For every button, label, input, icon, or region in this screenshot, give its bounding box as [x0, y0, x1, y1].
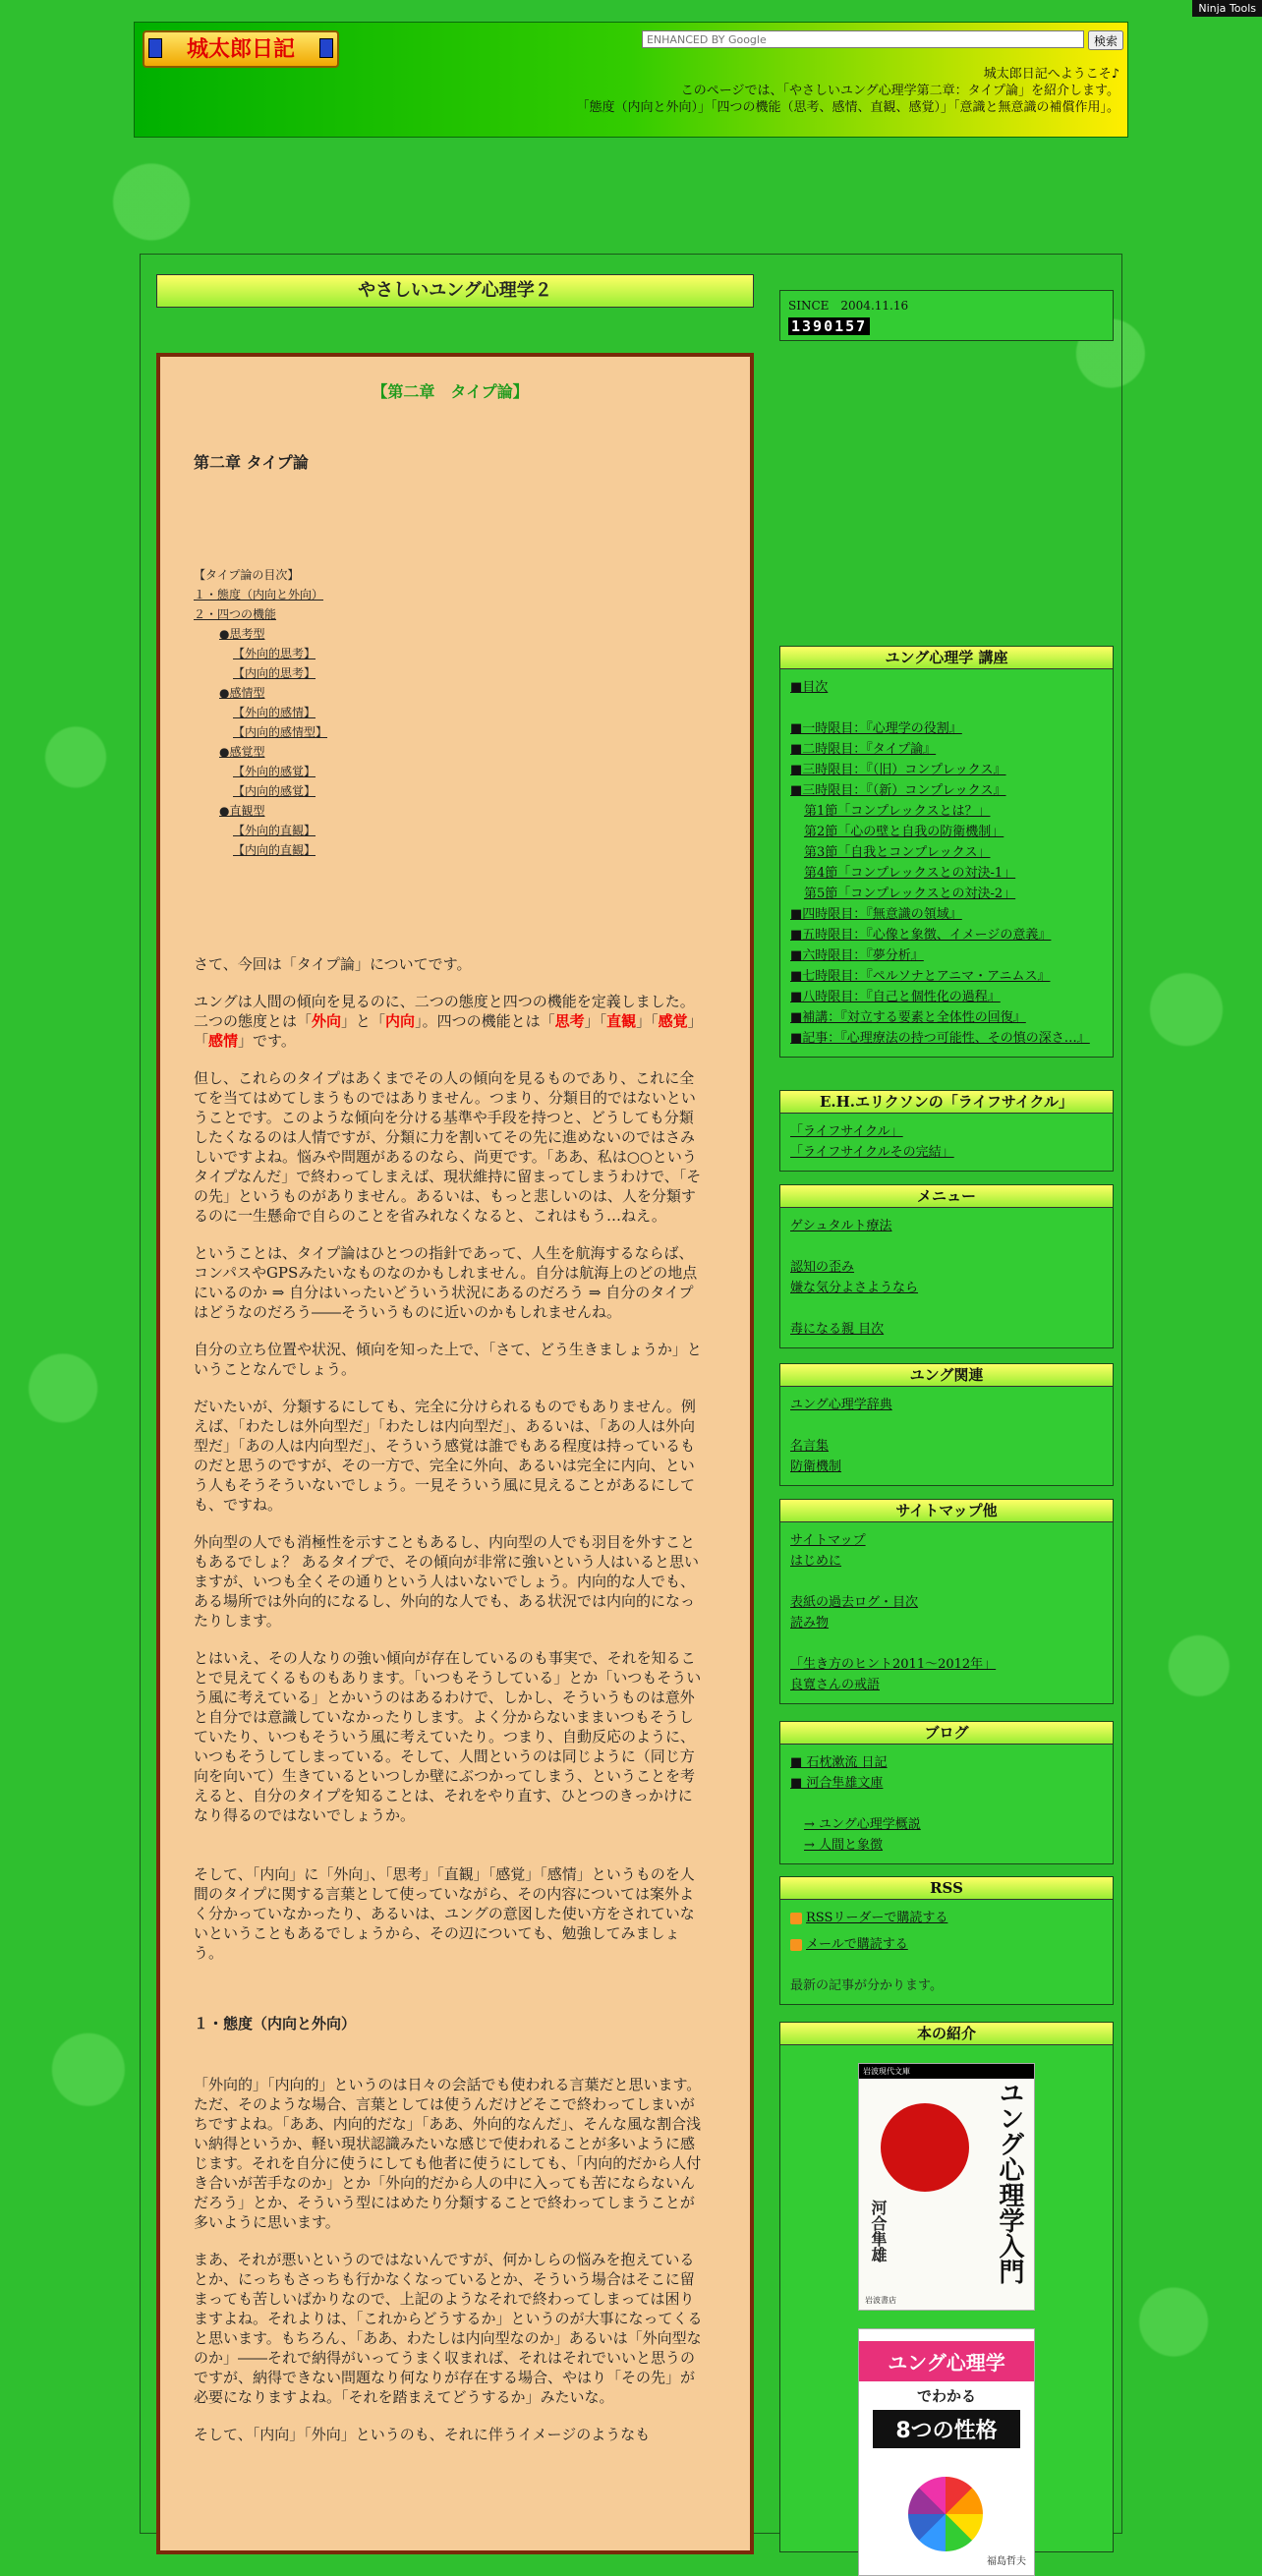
visitor-counter: 1390157 [788, 317, 870, 335]
sitemap-link[interactable]: サイトマップ [790, 1533, 866, 1548]
jung-course-link[interactable]: ■五時限目：『心像と象徴、イメージの意義』 [790, 928, 1052, 943]
rss-icon [790, 1939, 802, 1951]
toc-item[interactable] [194, 840, 707, 860]
erikson-link[interactable]: 「ライフサイクル」 [790, 1124, 903, 1139]
sitemap-item[interactable] [790, 1530, 1103, 1551]
jung-course-title: ユング心理学 講座 [780, 647, 1113, 669]
jung-course-link[interactable]: ■三時限目：『（新）コンプレックス』 [790, 783, 1006, 798]
jung-course-item[interactable] [790, 966, 1103, 987]
toc-link[interactable]: ２・四つの機能 [194, 607, 277, 621]
jung-related-link[interactable]: 防衛機制 [790, 1460, 842, 1474]
erikson-title: E.H.エリクソンの「ライフサイクル」 [780, 1091, 1113, 1114]
jung-course-item[interactable] [790, 945, 1103, 966]
rss-icon [790, 1913, 802, 1924]
sitemap-link[interactable]: 読み物 [790, 1616, 830, 1631]
blog-link[interactable]: → 人間と象徴 [804, 1838, 884, 1853]
blog-link[interactable]: → ユング心理学概説 [804, 1817, 921, 1832]
sitemap-item[interactable] [790, 1654, 1103, 1675]
jung-course-item[interactable] [790, 677, 1103, 698]
search-input[interactable] [642, 30, 1084, 48]
ninja-tools-badge[interactable]: Ninja Tools [1192, 0, 1262, 17]
site-logo[interactable] [143, 30, 339, 68]
paragraph: とはいえ、その人なりの強い傾向が存在しているのも事実で、それを知ることで見えてくるものもあります。「いつもそうしている」とか「いつもそういう風に考えている」とかいうのはあるわけで、しかし、そういうものは意外と自分では意識していなかったりします。よく分からないままいつもそうしていたり、いつもそういう風に考えていたり。つまり、自動反応のように、いつもそうしてしまっている。そして、人間というのは同じように（同じ方向を向いて）生きているといつしか壁にぶつかってしまう、ということを考えると、自分のタイプを知ることは、それをやり直す、ひとつのきっかけになり得るのではないでしょうか。 [194, 1649, 702, 1824]
jung-related-box [779, 1363, 1114, 1486]
toc-link[interactable]: 【内向的感情型】 [233, 725, 328, 739]
erikson-list [780, 1114, 1113, 1171]
erikson-box [779, 1090, 1114, 1172]
jung-course-item[interactable] [790, 904, 1103, 925]
header-message [576, 66, 1119, 116]
toc-item[interactable] [194, 821, 707, 840]
jung-course-link[interactable]: 第3節「自我とコンプレックス」 [804, 845, 991, 860]
rss-note: 最新の記事が分かります。 [790, 1978, 943, 1993]
table-of-contents [194, 565, 707, 860]
book-author: 河合隼雄 [869, 2200, 888, 2262]
jung-related-link[interactable]: ユング心理学辞典 [790, 1398, 892, 1412]
sitemap-item[interactable] [790, 1592, 1103, 1613]
jung-course-link[interactable]: ■補講：『対立する要素と全体性の回復』 [790, 1010, 1026, 1025]
paragraph: そして、「内向」「外向」というのも、それに伴うイメージのようなも [194, 2426, 651, 2443]
toc-item [194, 565, 707, 585]
jung-course-item[interactable] [790, 1007, 1103, 1028]
jung-course-link[interactable]: ■四時限目：『無意識の領域』 [790, 907, 962, 922]
toc-link[interactable]: ●直観型 [219, 804, 265, 818]
toc-link[interactable]: ●感覚型 [219, 745, 265, 759]
menu-item[interactable] [790, 1216, 1103, 1236]
term-feeling: 感情 [208, 1032, 239, 1050]
toc-item[interactable] [194, 604, 707, 624]
page-title: やさしいユング心理学２ [156, 274, 754, 308]
jung-related-item[interactable] [790, 1395, 1103, 1415]
paragraph: 但し、これらのタイプはあくまでその人の傾向を見るものであり、これに全てを当てはめてしまうものではありません。つまり、分類目的ではないということです。このような傾向を分ける基準や手段を持つと、どうしても分類したくなるのは人情ですが、分類に力を割いてその先に進めないのではさみしいですよね。悩みや問題があるのなら、尚更です。「ああ、私は○○というタイプなんだ」で終わってしまえば、現状維持に留まってしまうわけで、「その先」というものがありません。あるいは、もっと悲しいのは、人を分類するのに一生懸命で自らのことを省みれなくなると、これはもう…ねえ。 [194, 1069, 702, 1225]
book-subtitle: でわかる [916, 2387, 976, 2405]
toc-item[interactable] [194, 683, 707, 703]
jung-course-item[interactable] [790, 842, 1103, 863]
paragraph: そして、「内向」に「外向」、「思考」「直観」「感覚」「感情」というものを人間のタイプに関する言葉として使っていながら、その内容については案外よく分かっていなかったり、あるいは、ユングの意図した使い方をされていないということもあるでしょうから、その辺についても、勉強してみましょう。 [194, 1865, 695, 1962]
rss-list [780, 1900, 1113, 2004]
paragraph: だいたいが、分類するにしても、完全に分けられるものでもありません。例えば、「わたしは外向型だ」「わたしは内向型だ」、あるいは、「あの人は外向型だ」「あの人は内向型だ」、そういう感覚は誰でもある程度は持っているものだと思うのですが、その一方で、完全に外向、あるいは完全に内向、という人もそうそういないでしょう。一見そういう風に見えることがあるにしても、ですね。 [194, 1398, 696, 1514]
blog-title: ブログ [780, 1722, 1113, 1745]
book-title: ユング心理学入門 [995, 2080, 1024, 2284]
paragraph: 外向型の人でも消極性を示すこともあるし、内向型の人でも羽目を外すこともあるでしょ？ あるタイプで、その傾向が非常に強いという人はいると思いますが、いつも全くその通りという人はいないでしょう。内向的な人でも、ある場所では外向的になるし、外向的な人でも、ある状況では内向的になったりします。 [194, 1533, 700, 1630]
sitemap-list [780, 1522, 1113, 1703]
sitemap-box [779, 1499, 1114, 1704]
term-extravert: 外向 [312, 1012, 342, 1030]
jung-related-link[interactable]: 名言集 [790, 1439, 830, 1454]
toc-item[interactable] [194, 624, 707, 644]
flag-icon [148, 38, 162, 58]
book-cover-jung-intro[interactable] [858, 2063, 1035, 2311]
section-heading: １・態度（内向と外向） [194, 2015, 357, 2032]
books-box [779, 2022, 1114, 2567]
jung-course-item[interactable] [790, 760, 1103, 780]
jung-course-link[interactable]: ■六時限目：『夢分析』 [790, 948, 924, 963]
books-title: 本の紹介 [780, 2023, 1113, 2045]
jung-course-list [780, 669, 1113, 1057]
article [156, 353, 754, 2554]
sitemap-item[interactable] [790, 1675, 1103, 1695]
book-cover-8-types[interactable] [858, 2328, 1035, 2576]
menu-link[interactable]: ゲシュタルト療法 [790, 1219, 892, 1233]
sitemap-title: サイトマップ他 [780, 1500, 1113, 1522]
toc-item[interactable] [194, 781, 707, 801]
paragraph: 「外向的」「内向的」というのは日々の会話でも使われる言葉だと思います。ただ、そのような場合、言葉としては使うんだけどそこで終わってしまいがちですよね。「ああ、内向的だな」「ああ、外向的なんだ」、そんな風な割合浅い納得というか、軽い現状認識みたいな感じで使われることが多いように感じます。それを自分に使うにしても他者に使うにしても、「内向的だから人付き合いが苦手なのか」とか「外向的だから人の中に入っても苦にならないんだろう」とか、そういう型にはめたり分類することで終わってしまうことが多いように思います。 [194, 2076, 702, 2231]
book-author: 福島哲夫 [987, 2556, 1026, 2567]
jung-course-item[interactable] [790, 1028, 1103, 1049]
blog-link[interactable]: ■ 石枕漱流 日記 [790, 1755, 888, 1770]
jung-course-item[interactable] [790, 987, 1103, 1007]
book-publisher: 岩波書店 [865, 2296, 896, 2305]
erikson-item[interactable] [790, 1142, 1103, 1163]
term-introvert: 内向 [385, 1012, 416, 1030]
jung-course-link[interactable]: ■一時限目：『心理学の役割』 [790, 721, 962, 736]
paragraph: さて、今回は「タイプ論」についてです。 [194, 955, 472, 973]
jung-course-link[interactable]: 第1節「コンプレックスとは？」 [804, 804, 991, 819]
toc-link[interactable]: 【外向的感覚】 [233, 765, 316, 778]
toc-link[interactable]: 【内向的思考】 [233, 666, 316, 680]
rss-reader-link[interactable]: RSSリーダーで購読する [806, 1911, 948, 1925]
jung-course-item[interactable] [790, 925, 1103, 945]
jung-course-link[interactable]: 第2節「心の壁と自我の防衛機制」 [804, 825, 1004, 839]
jung-course-link[interactable]: ■記事：『心理療法の持つ可能性、その慎の深さ…』 [790, 1031, 1090, 1046]
rss-box [779, 1876, 1114, 2005]
toc-link[interactable]: 【外向的思考】 [233, 647, 316, 660]
search-button[interactable]: 検索 [1088, 30, 1123, 50]
toc-link[interactable]: ●感情型 [219, 686, 265, 700]
toc-item[interactable] [194, 663, 707, 683]
menu-title: メニュー [780, 1185, 1113, 1208]
menu-box [779, 1184, 1114, 1348]
jung-course-link[interactable]: ■目次 [790, 680, 829, 695]
content-wrapper [140, 254, 1122, 2567]
jung-related-item[interactable] [790, 1457, 1103, 1477]
toc-link[interactable]: ●思考型 [219, 627, 265, 641]
toc-item[interactable] [194, 703, 707, 722]
since-label: SINCE 2004.11.16 [788, 299, 909, 313]
rss-title: RSS [780, 1877, 1113, 1900]
jung-course-link[interactable]: 第4節「コンプレックスとの対決-1」 [804, 866, 1016, 881]
chapter-heading: 【第二章 タイプ論】 [372, 382, 529, 401]
toc-item[interactable] [194, 722, 707, 742]
menu-link[interactable]: 認知の歪み [790, 1260, 855, 1275]
search-form [642, 30, 1123, 50]
flag-icon [319, 38, 333, 58]
toc-link[interactable]: 【外向的感情】 [233, 706, 316, 719]
color-wheel-icon [908, 2477, 983, 2551]
blog-item[interactable] [790, 1814, 1103, 1835]
sitemap-link[interactable]: 「生き方のヒント2011～2012年」 [790, 1657, 997, 1672]
toc-item[interactable] [194, 801, 707, 821]
menu-list [780, 1208, 1113, 1347]
topics-line: 「態度（内向と外向）」「四つの機能（思考、感情、直観、感覚）」「意識と無意識の補償作用」。 [576, 100, 1119, 115]
jung-course-link[interactable]: ■三時限目：『（旧）コンプレックス』 [790, 763, 1006, 777]
jung-related-list [780, 1387, 1113, 1485]
paragraph: ということは、タイプ論はひとつの指針であって、人生を航海するならば、コンパスやGPSみたいなものなのかもしれません。自分は航海上のどの地点にいるのか ⇒ 自分はいったいどういう状況にあるのだろう ⇒ 自分のタイプはどうなのだろう――そういうものに近いのかもしれませんね。 [194, 1244, 698, 1321]
toc-item[interactable] [194, 644, 707, 663]
blog-item[interactable] [790, 1773, 1103, 1794]
jung-course-item[interactable] [790, 780, 1103, 801]
menu-item[interactable] [790, 1257, 1103, 1278]
toc-link[interactable]: １・態度（内向と外向） [194, 588, 324, 601]
paragraph: ユングは人間の傾向を見るのに、二つの態度と四つの機能を定義しました。二つの態度とは「外向」と「内向」。四つの機能とは「思考」「直観」「感覚」「感情」です。 [194, 993, 703, 1050]
blog-box [779, 1721, 1114, 1864]
term-sensation: 感覚 [658, 1012, 688, 1030]
paragraph: まあ、それが悪いというのではないんですが、何かしらの悩みを抱えているとか、にっちもさっちも行かなくなっているとか、そういう場合はそこに留まっても苦しいばかりなので、上記のようなそれで終わってしまっては困りますよね。それよりは、「これからどうするか」というのが大事になってくると思います。もちろん、「ああ、わたしは内向型なのか」あるいは「外向型なのか」――それで納得がいってうまく収まれば、それはそれでいいと思うのですが、納得できない問題なり何なりが存在する場合、やはり「その先」が必要になりますよね。「それを踏まえてどうするか」みたいな。 [194, 2251, 703, 2406]
sitemap-item[interactable] [790, 1551, 1103, 1572]
book-cover-circle [881, 2103, 969, 2192]
paragraph: 自分の立ち位置や状況、傾向を知った上で、「さて、どう生きましょうか」ということなんでしょう。 [194, 1341, 702, 1378]
toc-link: 【タイプ論の目次】 [194, 568, 300, 582]
rss-mail-item[interactable] [790, 1934, 1103, 1955]
term-thinking: 思考 [554, 1012, 585, 1030]
term-intuition: 直観 [606, 1012, 637, 1030]
welcome-line: 城太郎日記へようこそ♪ [983, 67, 1119, 82]
sitemap-item[interactable] [790, 1613, 1103, 1633]
jung-course-link[interactable]: 第5節「コンプレックスとの対決-2」 [804, 887, 1016, 901]
menu-item[interactable] [790, 1278, 1103, 1298]
jung-course-item[interactable] [790, 822, 1103, 842]
jung-course-link[interactable]: ■七時限目：『ペルソナとアニマ・アニムス』 [790, 969, 1051, 984]
rss-mail-link[interactable]: メールで購読する [806, 1937, 908, 1952]
jung-related-item[interactable] [790, 1436, 1103, 1457]
jung-course-item[interactable] [790, 863, 1103, 884]
menu-item[interactable] [790, 1319, 1103, 1340]
since-box [779, 290, 1114, 341]
erikson-item[interactable] [790, 1121, 1103, 1142]
book-title: 8つの性格 [873, 2410, 1020, 2448]
book-series: 岩波現代文庫 [859, 2064, 1034, 2079]
blog-list [780, 1745, 1113, 1863]
sitemap-link[interactable]: 表紙の過去ログ・目次 [790, 1595, 919, 1610]
blog-link[interactable]: ■ 河合隼雄文庫 [790, 1776, 884, 1791]
rss-reader-item[interactable] [790, 1908, 1103, 1928]
site-logo-text: 城太郎日記 [186, 36, 295, 62]
book-band: ユング心理学 [859, 2341, 1034, 2381]
toc-link[interactable]: 【内向的直観】 [233, 843, 316, 857]
erikson-link[interactable]: 「ライフサイクルその完結」 [790, 1145, 954, 1160]
jung-related-title: ユング関連 [780, 1364, 1113, 1387]
blog-item[interactable] [790, 1835, 1103, 1856]
toc-link[interactable]: 【外向的直観】 [233, 824, 316, 837]
blog-item[interactable] [790, 1752, 1103, 1773]
menu-link[interactable]: 嫌な気分よさようなら [790, 1281, 919, 1295]
jung-course-item[interactable] [790, 718, 1103, 739]
jung-course-link[interactable]: ■八時限目：『自己と個性化の過程』 [790, 990, 1001, 1004]
jung-course-item[interactable] [790, 739, 1103, 760]
jung-course-item[interactable] [790, 884, 1103, 904]
sitemap-link[interactable]: はじめに [790, 1554, 842, 1569]
menu-link[interactable]: 毒になる親 目次 [790, 1322, 885, 1337]
site-header [134, 22, 1128, 138]
toc-item[interactable] [194, 762, 707, 781]
intro-line: このページでは、「やさしいユング心理学第二章：タイプ論」を紹介します。 [680, 84, 1119, 98]
toc-item[interactable] [194, 742, 707, 762]
jung-course-box [779, 646, 1114, 1058]
sitemap-link[interactable]: 良寛さんの戒語 [790, 1678, 881, 1692]
jung-course-item[interactable] [790, 801, 1103, 822]
toc-item[interactable] [194, 585, 707, 604]
chapter-title: 第二章 タイプ論 [194, 453, 309, 472]
toc-link[interactable]: 【内向的感覚】 [233, 784, 316, 798]
jung-course-link[interactable]: ■二時限目：『タイプ論』 [790, 742, 937, 757]
